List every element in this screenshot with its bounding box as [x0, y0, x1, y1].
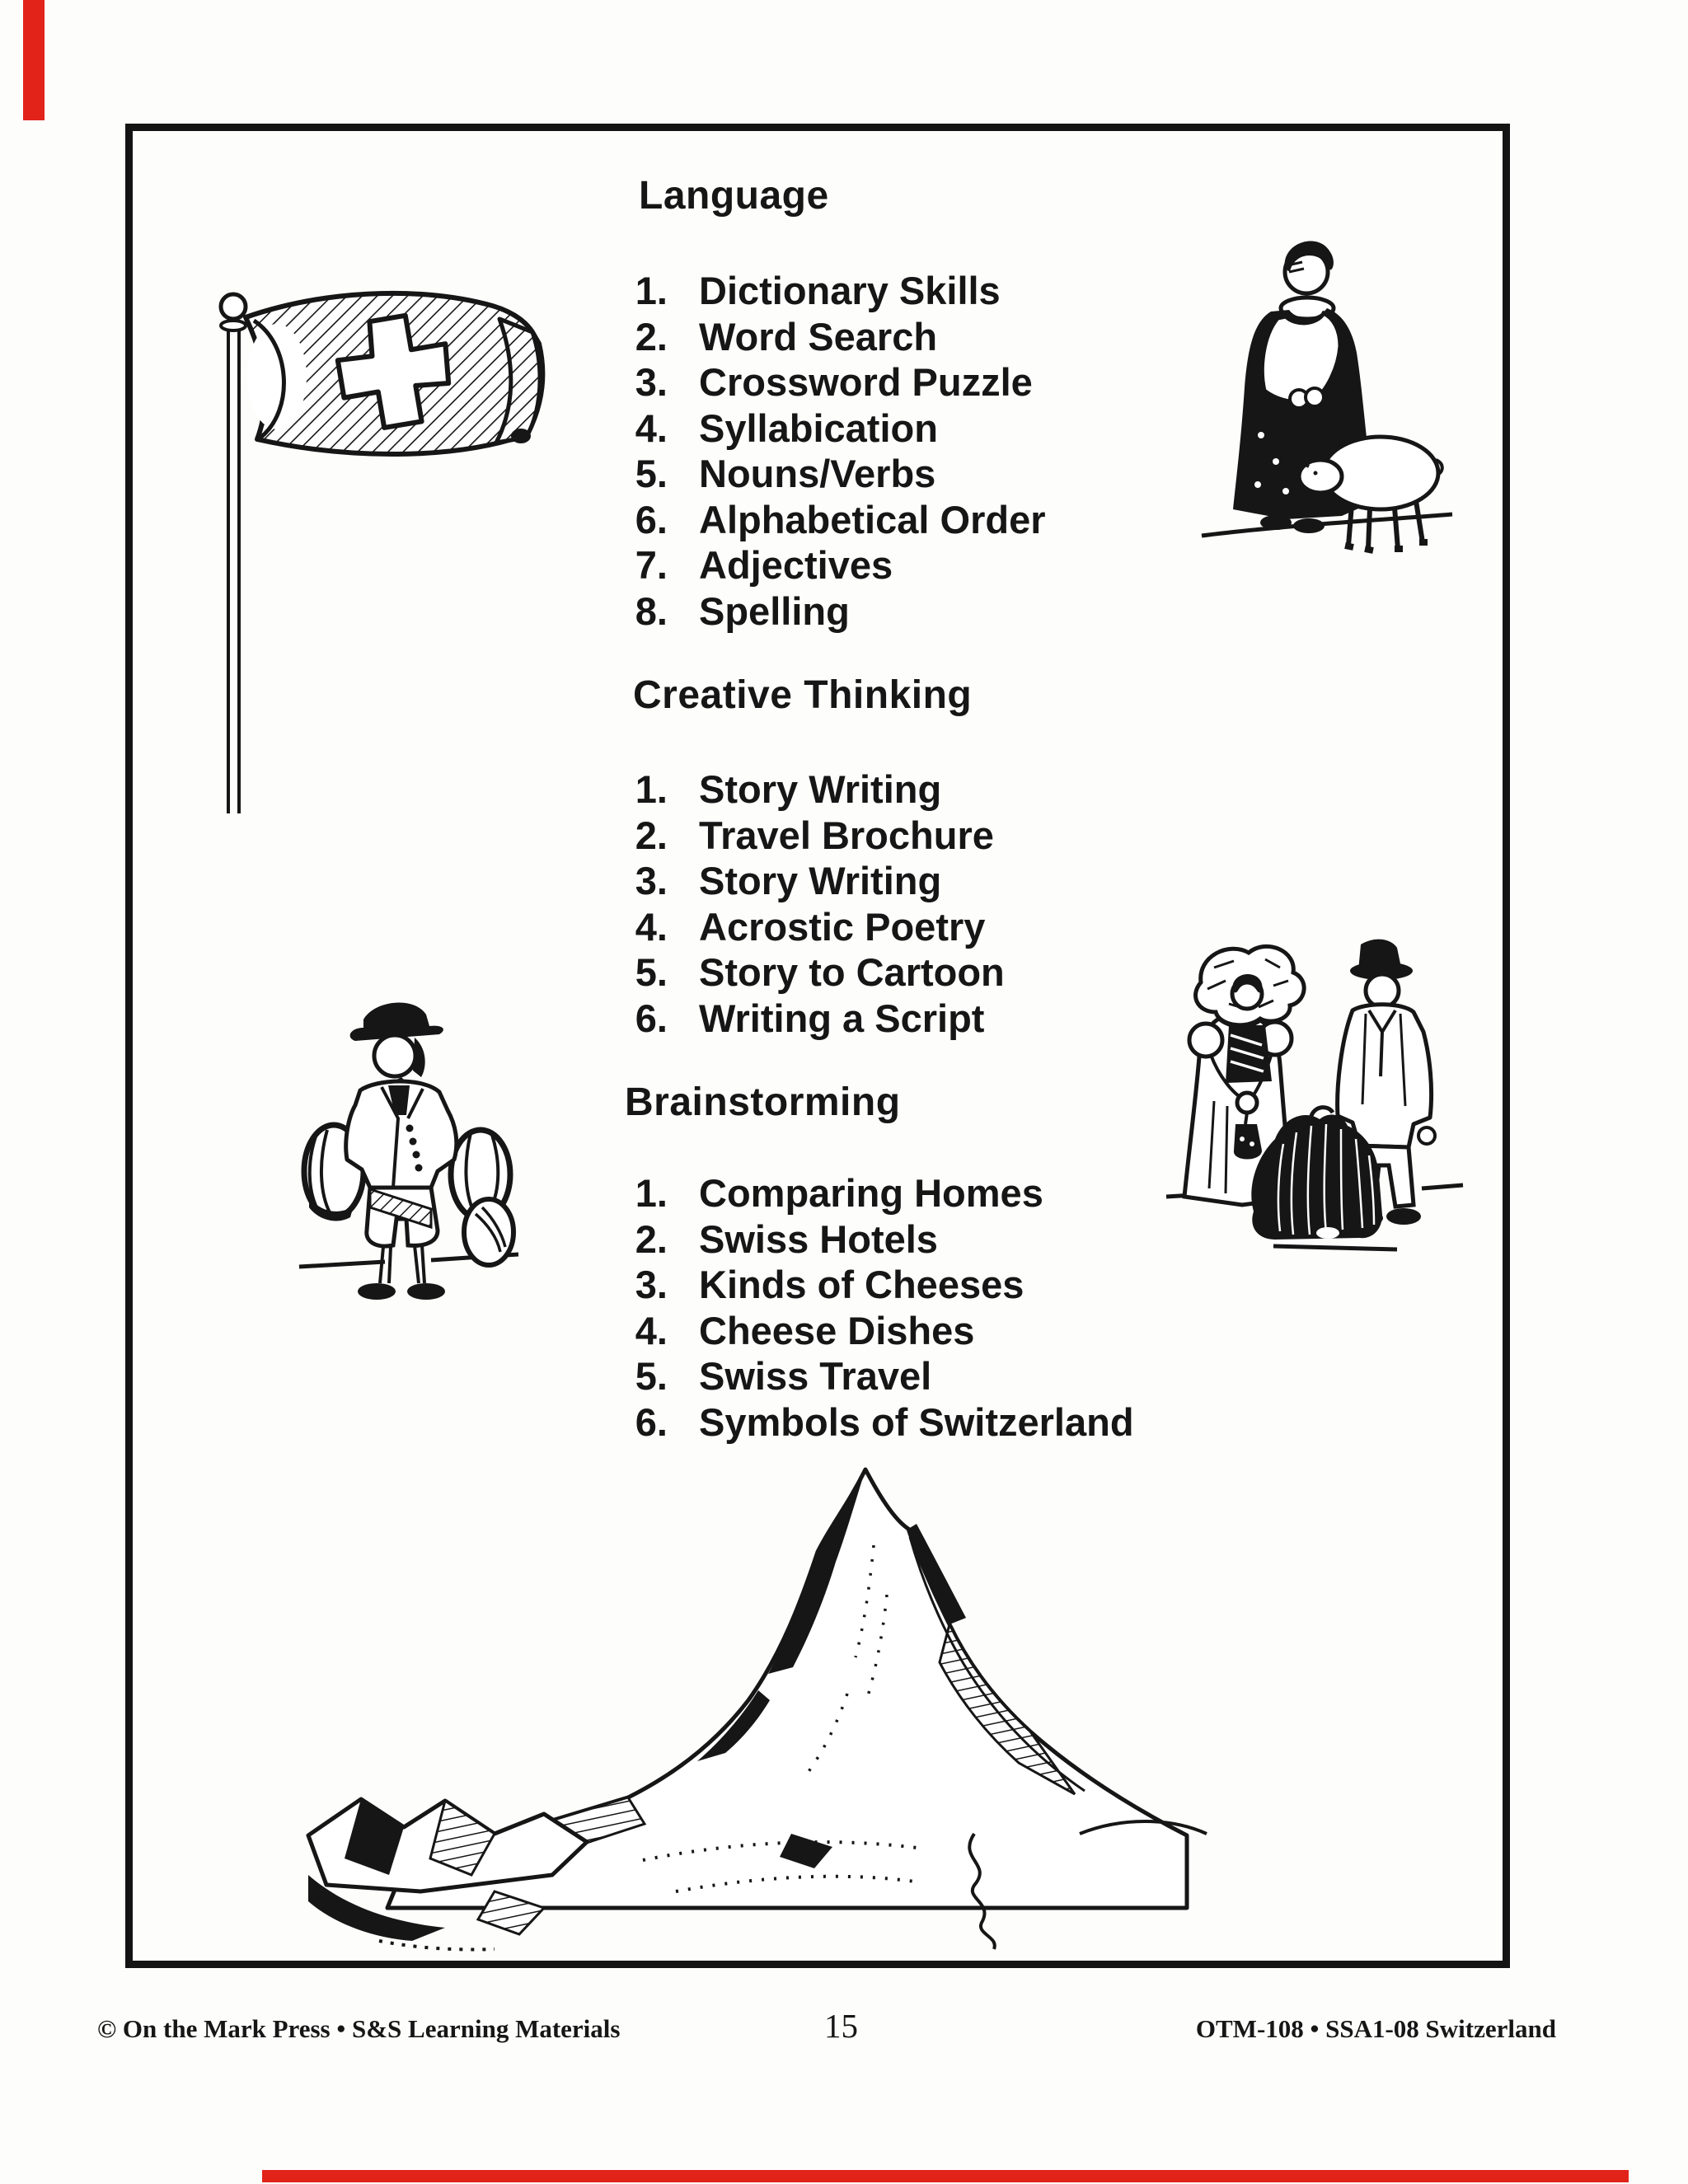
- swiss-flag-illustration: [206, 284, 552, 820]
- item-text: Travel Brochure: [699, 813, 994, 857]
- matterhorn-mountain-illustration: [297, 1446, 1220, 1966]
- list-item: [618, 405, 1046, 452]
- man-figure: [346, 1003, 457, 1300]
- item-number: 2.: [635, 314, 668, 359]
- couple-with-dog-illustration: [1150, 931, 1471, 1261]
- item-number: 6.: [635, 996, 668, 1040]
- item-text: Story Writing: [699, 859, 942, 902]
- list-item: [618, 542, 1046, 588]
- item-text: Syllabication: [699, 405, 938, 450]
- item-text: Acrostic Poetry: [699, 904, 986, 949]
- woman-with-sheep-illustration: [1179, 229, 1459, 559]
- ground-line: [1202, 514, 1452, 536]
- item-number: 4.: [635, 904, 668, 949]
- list-item: [618, 314, 1046, 360]
- list-item: [618, 949, 1005, 996]
- footer-publisher: © On the Mark Press • S&S Learning Materials: [97, 2014, 621, 2043]
- item-text: Comparing Homes: [699, 1171, 1043, 1215]
- item-text: Dictionary Skills: [699, 269, 1001, 312]
- item-number: 1.: [635, 767, 668, 811]
- item-text: Story to Cartoon: [699, 950, 1005, 994]
- list-item: [618, 497, 1046, 543]
- list-item: [618, 996, 1005, 1042]
- man-in-traditional-costume-illustration: [284, 985, 532, 1315]
- item-number: 4.: [635, 405, 668, 450]
- item-number: 1.: [635, 1171, 668, 1215]
- footer-page-number: 15: [824, 2007, 858, 2045]
- list-item: [618, 1170, 1134, 1216]
- language-activity-list: [618, 268, 1046, 634]
- item-text: Kinds of Cheeses: [699, 1263, 1025, 1306]
- item-number: 7.: [635, 543, 668, 587]
- item-text: Adjectives: [699, 543, 893, 587]
- list-item: [618, 813, 1005, 859]
- list-item: [618, 766, 1005, 813]
- flag-pole: [221, 294, 246, 813]
- item-text: Story Writing: [699, 767, 942, 811]
- list-item: [618, 451, 1046, 497]
- flag-cloth: [246, 293, 542, 454]
- item-text: Alphabetical Order: [699, 497, 1046, 541]
- scan-artifact-red-bar: [262, 2170, 1629, 2182]
- item-number: 3.: [635, 859, 668, 902]
- section-heading-brainstorming: Brainstorming: [625, 1080, 901, 1124]
- item-text: Spelling: [699, 588, 850, 633]
- section-heading-language: Language: [639, 174, 829, 218]
- footer-product-code: OTM-108 • SSA1-08 Switzerland: [1195, 2014, 1556, 2043]
- scan-artifact-red-stripe: [23, 0, 45, 120]
- brainstorming-activity-list: [618, 1170, 1134, 1445]
- item-number: 2.: [635, 813, 668, 857]
- item-text: Writing a Script: [699, 996, 985, 1040]
- item-text: Cheese Dishes: [699, 1308, 975, 1352]
- item-number: 5.: [635, 1354, 668, 1398]
- list-item: [618, 1262, 1134, 1308]
- section-heading-creative-thinking: Creative Thinking: [633, 673, 973, 717]
- list-item: [618, 904, 1005, 950]
- item-number: 3.: [635, 360, 668, 404]
- list-item: [618, 588, 1046, 635]
- item-number: 8.: [635, 588, 668, 633]
- item-number: 5.: [635, 950, 668, 994]
- list-item: [618, 1399, 1134, 1446]
- item-text: Swiss Hotels: [699, 1216, 938, 1261]
- item-number: 3.: [635, 1263, 668, 1306]
- creative-thinking-activity-list: [618, 766, 1005, 1041]
- list-item: [618, 268, 1046, 314]
- item-number: 1.: [635, 269, 668, 312]
- item-number: 6.: [635, 497, 668, 541]
- ground-line: [1273, 1246, 1397, 1249]
- item-text: Swiss Travel: [699, 1354, 932, 1398]
- item-text: Word Search: [699, 314, 938, 359]
- item-text: Nouns/Verbs: [699, 452, 936, 495]
- list-item: [618, 1216, 1134, 1263]
- item-number: 4.: [635, 1308, 668, 1352]
- list-item: [618, 359, 1046, 405]
- item-text: Symbols of Switzerland: [699, 1399, 1134, 1444]
- item-number: 5.: [635, 452, 668, 495]
- list-item: [618, 1308, 1134, 1354]
- item-number: 2.: [635, 1216, 668, 1261]
- item-text: Crossword Puzzle: [699, 360, 1033, 404]
- list-item: [618, 858, 1005, 904]
- list-item: [618, 1353, 1134, 1399]
- item-number: 6.: [635, 1399, 668, 1444]
